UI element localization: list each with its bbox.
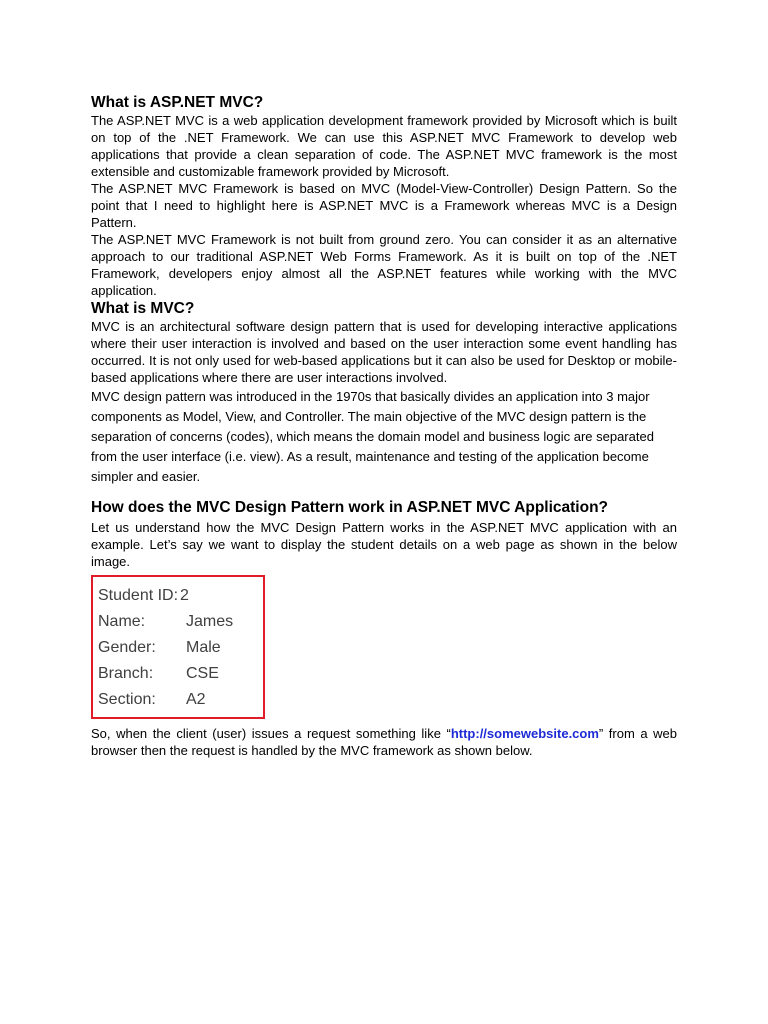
student-label: Name: (98, 613, 146, 630)
heading-how-mvc-works: How does the MVC Design Pattern work in ASP.NET MVC Application? (91, 499, 609, 516)
student-row-branch (98, 661, 263, 687)
student-value: 2 (180, 587, 189, 604)
website-link[interactable]: http://somewebsite.com (450, 726, 599, 741)
paragraph-client-request (91, 725, 677, 759)
request-text-before: So, when the client (user) issues a request something like “ (91, 726, 451, 741)
student-row-section (98, 687, 263, 713)
heading-what-is-mvc: What is MVC? (91, 300, 195, 317)
student-value: James (186, 613, 234, 630)
student-label: Branch: (98, 665, 154, 682)
student-row-id (98, 583, 263, 609)
student-label: Section: (98, 691, 156, 708)
student-row-name (98, 609, 263, 635)
paragraph-mvc-history: MVC design pattern was introduced in the 1970s that basically divides an application into 3 major components as Model, View, and Controller. The main objective of the MVC design pattern is the separation of concerns (codes), which means the domain model and business logic are separated from the user interface (i.e. view). As a result, maintenance and testing of the application become simpler and easier. (91, 389, 654, 484)
paragraph-asp-mvc-ground-zero: The ASP.NET MVC Framework is not built from ground zero. You can consider it as an alternative approach to our traditional ASP.NET Web Forms Framework. As it is built on top of the .NET Framework, developers enjoy almost all the ASP.NET features while working with the MVC application. (91, 232, 677, 298)
student-details-image (91, 575, 265, 719)
student-row-gender (98, 635, 263, 661)
document-page (91, 93, 677, 759)
paragraph-how-intro: Let us understand how the MVC Design Pattern works in the ASP.NET MVC application with an example. Let’s say we want to display the student details on a web page as shown in the below image. (91, 520, 677, 569)
request-text-after: ” from a web browser then the request is handled by the MVC framework as shown below. (91, 726, 677, 758)
paragraph-mvc-definition: MVC is an architectural software design pattern that is used for developing interactive applications where their user interaction is involved and based on the user interaction some event handling has occurred. It is not only used for web-based applications but it can also be used for Desktop or mobile-based applications where there are user interactions involved. (91, 319, 677, 385)
student-value: A2 (186, 691, 206, 708)
paragraph-asp-mvc-pattern: The ASP.NET MVC Framework is based on MVC (Model-View-Controller) Design Pattern. So the point that I need to highlight here is ASP.NET MVC is a Framework whereas MVC is a Design Pattern. (91, 181, 677, 230)
student-label: Gender: (98, 639, 156, 656)
student-label: Student ID: (98, 587, 179, 604)
student-value: Male (186, 639, 221, 656)
heading-what-is-asp-net-mvc: What is ASP.NET MVC? (91, 94, 264, 111)
student-value: CSE (186, 665, 219, 682)
paragraph-asp-mvc-intro: The ASP.NET MVC is a web application development framework provided by Microsoft which is built on top of the .NET Framework. We can use this ASP.NET MVC Framework to develop web applications that provide a clean separation of code. The ASP.NET MVC framework is the most extensible and customizable framework provided by Microsoft. (91, 113, 677, 179)
